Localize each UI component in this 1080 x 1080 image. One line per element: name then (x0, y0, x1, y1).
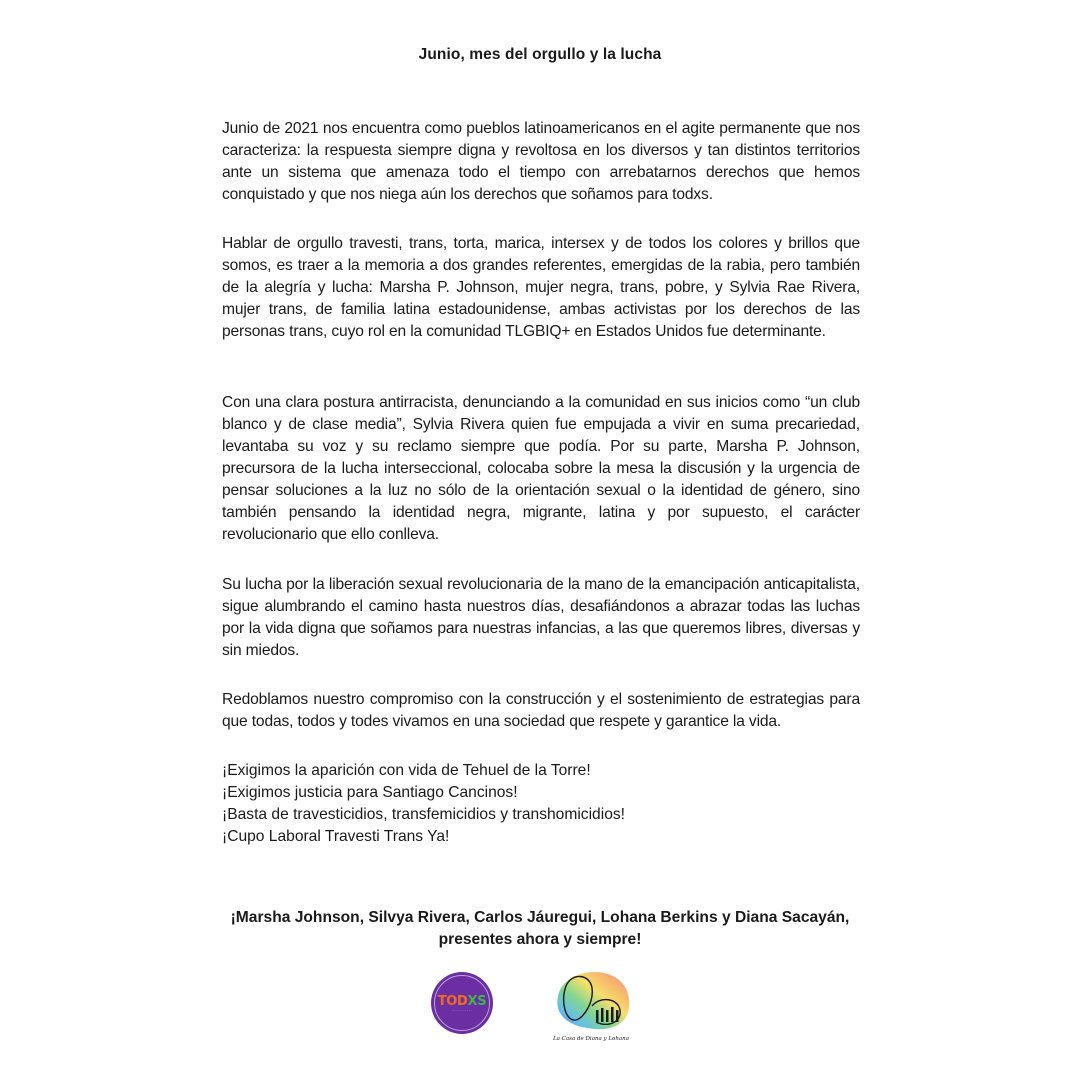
paragraph-4: Su lucha por la liberación sexual revolucionaria de la mano de la emancipación anticapitalista, sigue alumbrando el camino hasta nuestros días, desafiándonos a abrazar todas las luchas por la vida digna que soñamos para nuestras infancias, a las que queremos libres, diversas y sin miedos. (222, 576, 860, 659)
paragraph-2: Hablar de orgullo travesti, trans, torta, marica, intersex y de todos los colores y brillos que somos, es traer a la memoria a dos grandes referentes, emergidas de la rabia, pero también de la alegría y lucha: Marsha P. Johnson, mujer negra, trans, pobre, y Sylvia Rae Rivera, mujer trans, de familia latina estadounidense, ambas activistas por los derechos de las personas trans, cuyo rol en la comunidad TLGBIQ+ en Estados Unidos fue determinante. (222, 235, 860, 340)
todxs-logo (431, 972, 493, 1034)
paragraph-3: Con una clara postura antirracista, denunciando a la comunidad en sus inicios como “un club blanco y de clase media”, Sylvia Rivera quien fue empujada a vivir en suma precariedad, levantaba su voz y su reclamo siempre que podía. Por su parte, Marsha P. Johnson, precursora de la lucha interseccional, colocaba sobre la mesa la discusión y la urgencia de pensar soluciones a la luz no sólo de la orientación sexual o la identidad de género, sino también pensando la identidad negra, migrante, latina y por supuesto, el carácter revolucionario que ello conlleva. (222, 394, 860, 543)
demand-item: ¡Cupo Laboral Travesti Trans Ya! (222, 828, 450, 845)
document-title: Junio, mes del orgullo y la lucha (418, 46, 662, 63)
casa-diana-lohana-logo (548, 966, 634, 1044)
demand-item: ¡Exigimos justicia para Santiago Cancinos! (222, 784, 518, 801)
todxs-word-part1: TOD (437, 993, 468, 1009)
paragraph-5: Redoblamos nuestro compromiso con la construcción y el sostenimiento de estrategias para que todas, todos y todes vivamos en una sociedad que respete y garantice la vida. (222, 691, 860, 730)
closing-line-2: presentes ahora y siempre! (438, 931, 642, 948)
closing-line-1: ¡Marsha Johnson, Silvya Rivera, Carlos Jáuregui, Lohana Berkins y Diana Sacayán, (230, 909, 850, 926)
paragraph-1: Junio de 2021 nos encuentra como pueblos latinoamericanos en el agite permanente que nos caracteriza: la respuesta siempre digna y revoltosa en los diversos y tan distintos territorios ante un sistema que amenaza todo el tiempo con arrebatarnos derechos que hemos conquistado y que nos niega aún los derechos que soñamos para todxs. (222, 120, 860, 203)
casa-caption: La Casa de Diana y Lohana (552, 1036, 630, 1042)
demand-item: ¡Exigimos la aparición con vida de Tehuel de la Torre! (222, 762, 591, 779)
demands-list (222, 760, 625, 848)
demand-item: ¡Basta de travesticidios, transfemicidios y transhomicidios! (222, 806, 625, 823)
todxs-subtitle-line: - - - - - - - - - - - (452, 1007, 472, 1012)
todxs-word-part2: XS (467, 993, 487, 1009)
todxs-wordmark (438, 995, 487, 1008)
closing-statement (0, 907, 1080, 951)
